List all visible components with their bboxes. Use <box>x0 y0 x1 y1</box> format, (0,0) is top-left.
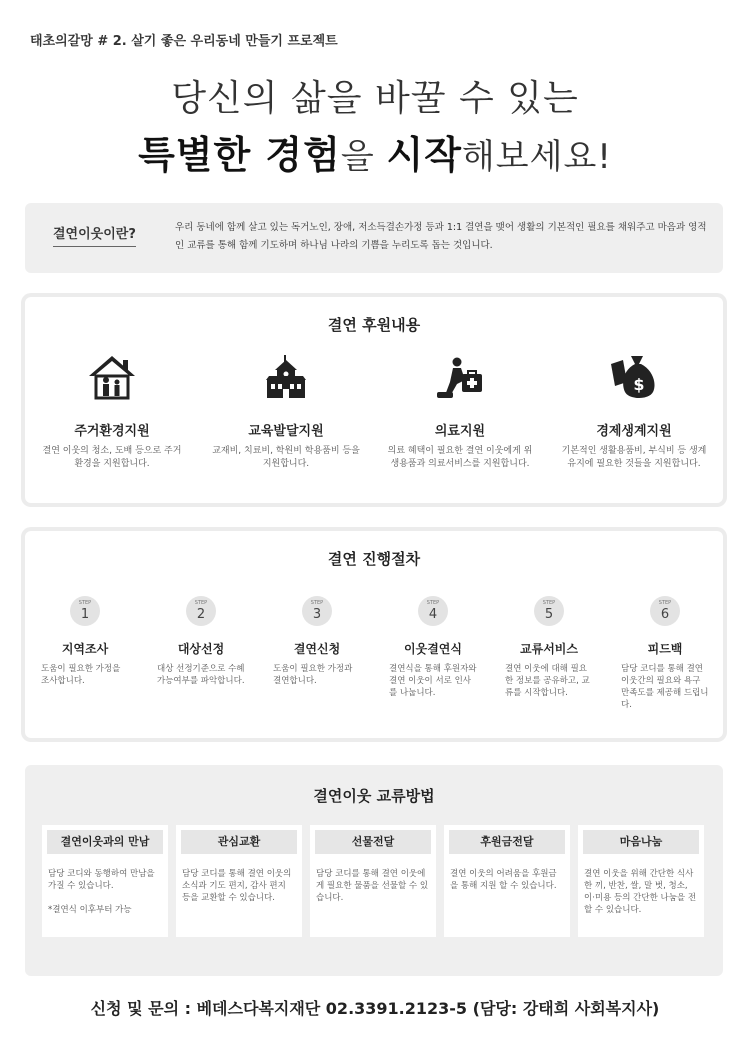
method-name: 관심교환 <box>181 830 297 854</box>
method-name: 결연이웃과의 만남 <box>47 830 163 854</box>
house-family-icon <box>25 352 199 402</box>
hero-line-1: 당신의 삶을 바꿀 수 있는 <box>171 78 579 119</box>
step-name: 결연신청 <box>293 642 341 656</box>
method-desc: 담당 코디를 통해 결연 이웃에게 필요한 물품을 선물할 수 있습니다. <box>316 869 429 903</box>
support-name: 경제생계지원 <box>596 424 672 439</box>
step-badge <box>70 596 100 626</box>
support-name: 의료지원 <box>434 424 486 439</box>
method-card <box>444 825 570 937</box>
method-card <box>42 825 168 937</box>
support-name: 교육발달지원 <box>248 424 324 439</box>
step-badge <box>302 596 332 626</box>
money-bag-icon <box>547 352 721 402</box>
step-item <box>607 596 723 711</box>
steps-title: 결연 진행절차 <box>327 550 421 568</box>
method-name: 선물전달 <box>315 830 431 854</box>
intro-title: 결연이웃이란? <box>53 223 136 247</box>
step-desc: 도움이 필요한 가정과 결연합니다. <box>273 664 353 686</box>
medical-kit-icon <box>373 352 547 402</box>
step-word: STEP <box>542 600 556 606</box>
hero-ending: 해보세요! <box>461 137 612 177</box>
intro-box <box>25 203 723 273</box>
method-card <box>310 825 436 937</box>
support-desc: 의료 혜택이 필요한 결연 이웃에게 위생용품과 의료서비스를 지원합니다. <box>387 446 533 469</box>
support-desc: 교재비, 치료비, 학원비 학용품비 등을 지원합니다. <box>212 446 360 469</box>
project-label: 태초의갈망 # 2. 살기 좋은 우리동네 만들기 프로젝트 <box>30 34 338 49</box>
step-name: 대상선정 <box>177 642 225 656</box>
support-section <box>25 297 723 503</box>
step-desc: 담당 코디를 통해 결연 이웃간의 필요와 욕구 만족도를 제공해 드립니다. <box>621 664 709 710</box>
support-item-education <box>199 352 373 471</box>
method-desc: 담당 코디와 동행하여 만남을 가질 수 있습니다. <box>48 869 155 891</box>
method-name: 마음나눔 <box>583 830 699 854</box>
support-desc: 기본적인 생활용품비, 부식비 등 생계 유지에 필요한 것들을 지원합니다. <box>561 446 707 469</box>
step-desc: 결연 이웃에 대해 필요한 정보를 공유하고, 교류를 시작합니다. <box>505 664 590 698</box>
step-item <box>491 596 607 699</box>
method-desc: 결연 이웃을 위해 간단한 식사 한 끼, 반찬, 쌀, 말 벗, 청소, 이·미용 등의 간단한 나눔을 전할 수 있습니다. <box>584 869 697 915</box>
hero-emphasis-start: 시작 <box>386 133 462 177</box>
hero-particle: 을 <box>340 137 387 177</box>
step-word: STEP <box>426 600 440 606</box>
intro-text: 우리 동네에 함께 살고 있는 독거노인, 장애, 저소득결손가정 등과 1:1 결연을 맺어 생활의 기본적인 필요를 채워주고 마음과 영적인 교류를 통해 함께 기도하며 하나님 나라의 기쁨을 누리도록 돕는 것입니다. <box>175 222 707 251</box>
step-number: 2 <box>196 607 206 622</box>
svg-text:$: $ <box>633 375 645 394</box>
support-title: 결연 후원내용 <box>327 316 421 334</box>
step-badge <box>418 596 448 626</box>
method-desc: 결연 이웃의 어려움을 후원금을 통해 지원 할 수 있습니다. <box>450 869 557 891</box>
step-desc: 결연식을 통해 후원자와 결연 이웃이 서로 인사를 나눕니다. <box>389 664 477 698</box>
step-word: STEP <box>658 600 672 606</box>
step-badge <box>186 596 216 626</box>
support-item-housing <box>25 352 199 471</box>
step-item <box>375 596 491 699</box>
step-badge <box>650 596 680 626</box>
step-desc: 도움이 필요한 가정을 조사합니다. <box>41 664 121 686</box>
step-number: 4 <box>428 607 438 622</box>
step-item <box>27 596 143 687</box>
hero-emphasis-experience: 특별한 경험 <box>138 133 341 177</box>
step-number: 1 <box>80 607 90 622</box>
step-name: 교류서비스 <box>520 642 578 656</box>
step-name: 피드백 <box>647 642 683 656</box>
step-item <box>143 596 259 687</box>
step-number: 6 <box>660 607 670 622</box>
step-word: STEP <box>194 600 208 606</box>
step-desc: 대상 선정기준으로 수혜 가능여부를 파악합니다. <box>157 664 245 686</box>
step-badge <box>534 596 564 626</box>
step-number: 3 <box>312 607 322 622</box>
method-card <box>176 825 302 937</box>
contact-footer: 신청 및 문의 : 베데스다복지재단 02.3391.2123-5 (담당: 강태희 사회복지사) <box>90 999 660 1018</box>
step-number: 5 <box>544 607 554 622</box>
support-item-medical <box>373 352 547 471</box>
method-name: 후원금전달 <box>449 830 565 854</box>
step-word: STEP <box>310 600 324 606</box>
step-item <box>259 596 375 687</box>
methods-section <box>25 765 723 976</box>
method-note: *결연식 이후부터 가능 <box>48 905 132 915</box>
support-name: 주거환경지원 <box>74 424 150 439</box>
support-desc: 결연 이웃의 청소, 도배 등으로 주거 환경을 지원합니다. <box>42 446 182 469</box>
school-icon <box>199 352 373 402</box>
method-desc: 담당 코디를 통해 결연 이웃의 소식과 기도 편지, 감사 편지 등을 교환할 수 있습니다. <box>182 869 292 903</box>
steps-section <box>25 531 723 738</box>
step-name: 지역조사 <box>61 642 109 656</box>
step-name: 이웃결연식 <box>404 642 462 656</box>
support-item-economy <box>547 352 721 471</box>
hero-line-2 <box>0 124 750 179</box>
methods-title: 결연이웃 교류방법 <box>313 787 435 805</box>
step-word: STEP <box>78 600 92 606</box>
method-card <box>578 825 704 937</box>
